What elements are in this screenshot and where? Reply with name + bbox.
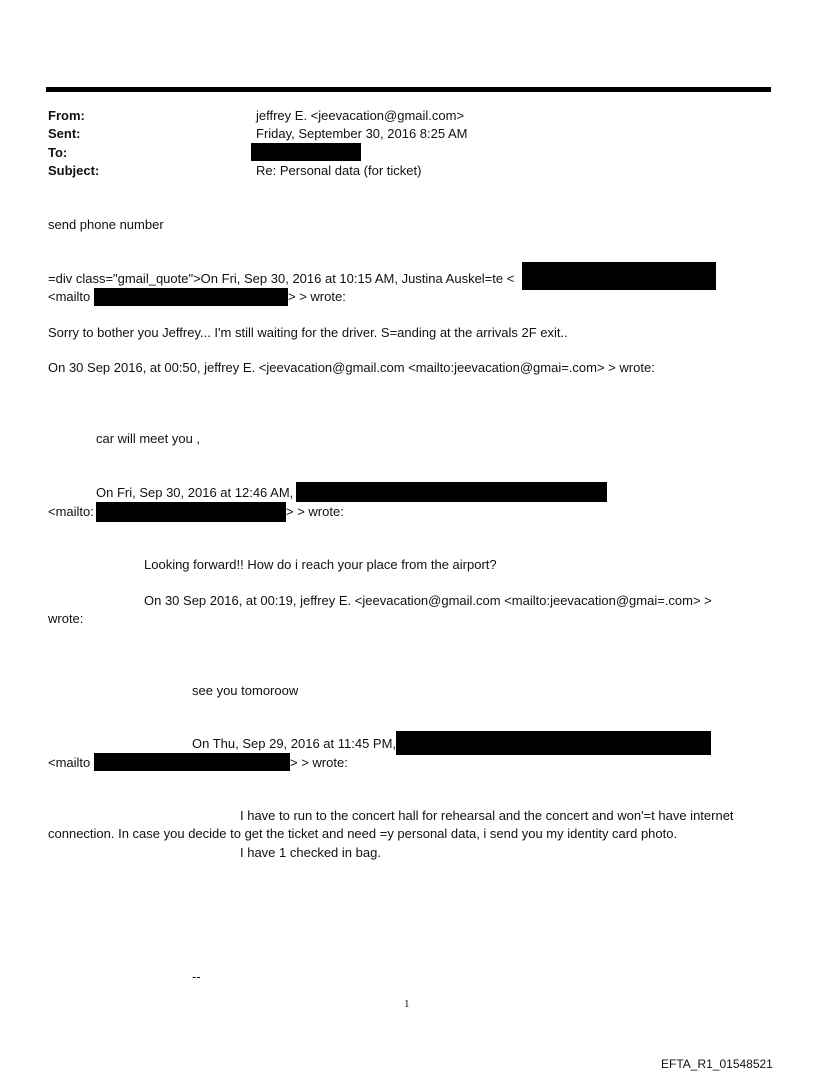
- message-car-meet: car will meet you ,: [96, 431, 201, 446]
- redaction-quote3-mailto: [96, 502, 286, 522]
- quote3-line1: On Fri, Sep 30, 2016 at 12:46 AM,: [96, 485, 294, 500]
- body-line-send-phone: send phone number: [48, 217, 164, 232]
- redaction-quote1-email: [522, 262, 716, 290]
- subject-value: Re: Personal data (for ticket): [256, 163, 422, 178]
- signature-separator: --: [192, 969, 201, 984]
- quote1-mailto: <mailto: [48, 289, 91, 304]
- quote5-line1: On Thu, Sep 29, 2016 at 11:45 PM,: [192, 736, 397, 751]
- page-number: 1: [404, 998, 410, 1010]
- redaction-to: [251, 143, 361, 161]
- message-checked-bag: I have 1 checked in bag.: [240, 845, 381, 860]
- quote3-wrote: > > wrote:: [286, 504, 344, 519]
- redaction-quote5-name: [396, 731, 711, 755]
- quote4-line2: wrote:: [48, 611, 84, 626]
- redaction-quote5-mailto: [94, 753, 290, 771]
- quote4-line1: On 30 Sep 2016, at 00:19, jeffrey E. <jeevacation@gmail.com <mailto:jeevacation@gmai=.com> >: [144, 593, 712, 608]
- from-label: From:: [48, 108, 85, 123]
- sent-label: Sent:: [48, 126, 81, 141]
- message-concert-line1: I have to run to the concert hall for rehearsal and the concert and won'=t have internet: [240, 808, 734, 823]
- redaction-quote1-mailto: [94, 288, 288, 306]
- message-see-you: see you tomoroow: [192, 683, 299, 698]
- to-label: To:: [48, 145, 68, 160]
- header-rule: [46, 87, 771, 92]
- quote3-mailto: <mailto:: [48, 504, 94, 519]
- quote5-mailto: <mailto: [48, 755, 91, 770]
- sent-value: Friday, September 30, 2016 8:25 AM: [256, 126, 468, 141]
- quote5-wrote: > > wrote:: [290, 755, 348, 770]
- message-waiting-driver: Sorry to bother you Jeffrey... I'm still waiting for the driver. S=anding at the arrivals 2F exit..: [48, 325, 568, 340]
- quote2-line: On 30 Sep 2016, at 00:50, jeffrey E. <jeevacation@gmail.com <mailto:jeevacation@gmai=.com> > wrote:: [48, 360, 655, 375]
- message-looking-forward: Looking forward!! How do i reach your place from the airport?: [144, 557, 497, 572]
- quote1-line1: =div class="gmail_quote">On Fri, Sep 30, 2016 at 10:15 AM, Justina Auskel=te <: [48, 271, 515, 286]
- message-concert-line2: connection. In case you decide to get the ticket and need =y personal data, i send you my identity card photo.: [48, 826, 678, 841]
- from-value: jeffrey E. <jeevacation@gmail.com>: [256, 108, 465, 123]
- document-id: EFTA_R1_01548521: [661, 1057, 773, 1071]
- quote1-wrote: > > wrote:: [288, 289, 346, 304]
- redaction-quote3-name: [296, 482, 607, 502]
- subject-label: Subject:: [48, 163, 100, 178]
